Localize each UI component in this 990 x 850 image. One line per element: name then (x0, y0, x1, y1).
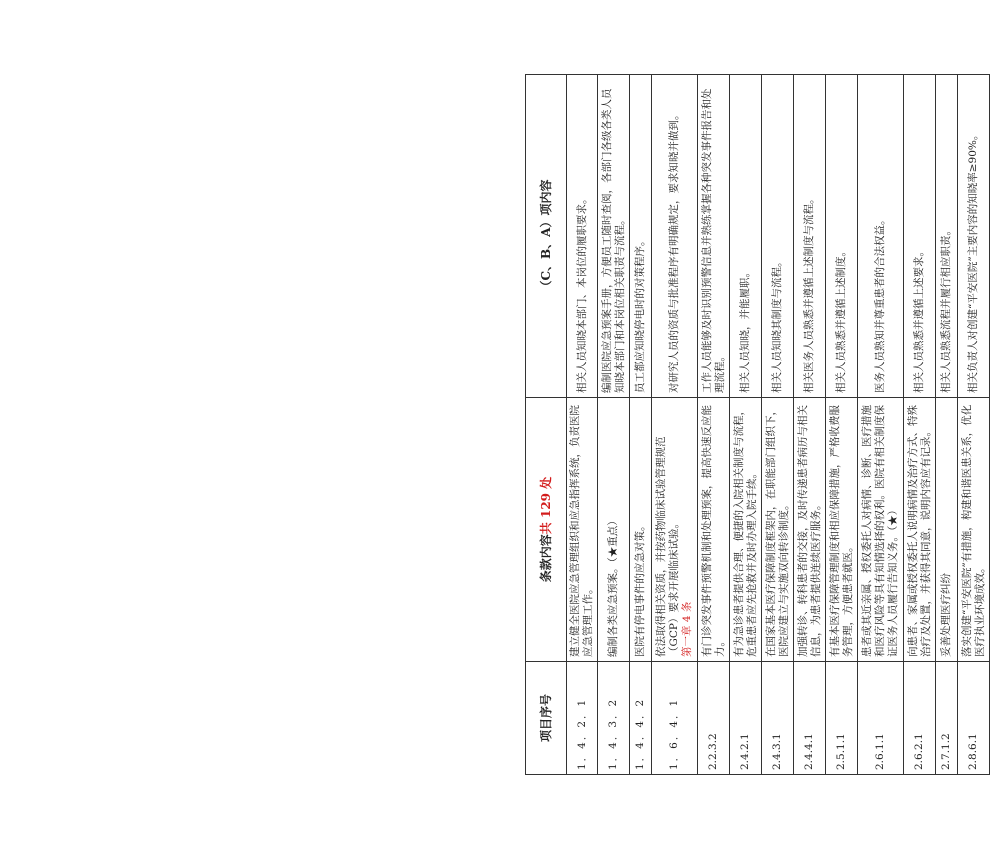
row-items: 相关人员知晓本部门、本岗位的履职要求。 (567, 75, 598, 398)
table-row (936, 75, 958, 775)
row-items: 医务人员熟知并尊重患者的合法权益。 (858, 75, 904, 398)
header-content-label: 条款内容 (538, 534, 553, 583)
row-seq: 1．4．4．2 (630, 662, 652, 775)
row-clause: 加强转诊、转科患者的交接，及时传递患者病历与相关信息，为患者提供连续医疗服务。 (794, 398, 826, 662)
row-items: 相关人员熟悉流程并履行相应职责。 (936, 75, 958, 398)
row-items: 相关医务人员熟悉并遵循上述制度与流程。 (794, 75, 826, 398)
table-row (567, 75, 598, 775)
row-clause: 有基本医疗保障管理制度和相应保障措施，严格收费服务管理，方便患者就医。 (826, 398, 858, 662)
row-seq: 2.2.3.2 (698, 662, 730, 775)
table-row (598, 75, 630, 775)
header-content-count: 共 129 处 (538, 476, 553, 535)
row-clause: 在国家基本医疗保障制度框架内，在职能部门组织下，医院应建立与实施双向转诊制度。 (762, 398, 794, 662)
row-items: 相关人员熟悉并遵循上述要求。 (904, 75, 936, 398)
row-seq: 1．4．3．2 (598, 662, 630, 775)
header-content (526, 398, 567, 662)
row-clause (652, 398, 698, 662)
row-clause: 医院有停电事件的应急对策。 (630, 398, 652, 662)
row-clause: 落实创建“平安医院”有措施，构建和谐医患关系，优化医疗执业环境成效。 (958, 398, 990, 662)
table-row (698, 75, 730, 775)
header-seq: 项目序号 (526, 662, 567, 775)
table-row (904, 75, 936, 775)
row-seq: 2.7.1.2 (936, 662, 958, 775)
table-row (794, 75, 826, 775)
row-seq: 2.4.4.1 (794, 662, 826, 775)
row-seq: 2.6.1.1 (858, 662, 904, 775)
row-items: 员工都应知晓停电时的对策程序。 (630, 75, 652, 398)
row-seq: 1．4．2．1 (567, 662, 598, 775)
table-row (958, 75, 990, 775)
row-items: 工作人员能够及时识别预警信息并熟练掌握各种突发事件报告和处理流程。 (698, 75, 730, 398)
row-clause: 有门诊突发事件预警机制和处理预案，提高快速反应能力。 (698, 398, 730, 662)
row-seq: 1．6．4．1 (652, 662, 698, 775)
row-clause: 有为急诊患者提供合理、便捷的入院相关制度与流程，危重患者应先抢救并及时办理入院手续。 (730, 398, 762, 662)
row-seq: 2.4.2.1 (730, 662, 762, 775)
header-items: （C、B、A）项内容 (526, 75, 567, 398)
table-row (730, 75, 762, 775)
row-seq: 2.8.6.1 (958, 662, 990, 775)
row-clause: 患者或其近亲属、授权委托人对病情、诊断、医疗措施和医疗风险等具有知情选择的权利。医院有相关制度保证医务人员履行告知义务。（★） (858, 398, 904, 662)
table-row (858, 75, 904, 775)
row-items: 编制医院应急预案手册，方便员工随时查阅，各部门各级各类人员知晓本部门和本岗位相关职责与流程。 (598, 75, 630, 398)
row-items: 相关人员知晓，并能履职。 (730, 75, 762, 398)
row-seq: 2.6.2.1 (904, 662, 936, 775)
row-clause: 建立健全医院应急管理组织和应急指挥系统，负责医院应急管理工作。 (567, 398, 598, 662)
row-items: 相关负责人对创建“平安医院”主要内容的知晓率≥90%。 (958, 75, 990, 398)
table-row (826, 75, 858, 775)
row-clause: 向患者、家属或授权委托人说明病情及治疗方式、特殊治疗及处置，并获得其同意，说明内容应有记录。 (904, 398, 936, 662)
table-row (762, 75, 794, 775)
row-clause-note: 第一章 4 条 (681, 601, 693, 657)
row-seq: 2.4.3.1 (762, 662, 794, 775)
row-seq: 2.5.1.1 (826, 662, 858, 775)
row-clause-text: 依法取得相关资质，并按药物临床试验管理规范（GCP）要求开展临床试验。 (655, 436, 680, 657)
row-clause: 妥善处理医疗纠纷 (936, 398, 958, 662)
table-header-row (526, 75, 567, 775)
rotated-table-container (525, 75, 985, 775)
row-clause: 编制各类应急预案。（★重点） (598, 398, 630, 662)
table-row (630, 75, 652, 775)
table-row (652, 75, 698, 775)
row-items: 相关人员知晓其制度与流程。 (762, 75, 794, 398)
clause-table (525, 74, 990, 775)
row-items: 对研究人员的资质与批准程序有明确规定，要求知晓并做到。 (652, 75, 698, 398)
row-items: 相关人员熟悉并遵循上述制度。 (826, 75, 858, 398)
